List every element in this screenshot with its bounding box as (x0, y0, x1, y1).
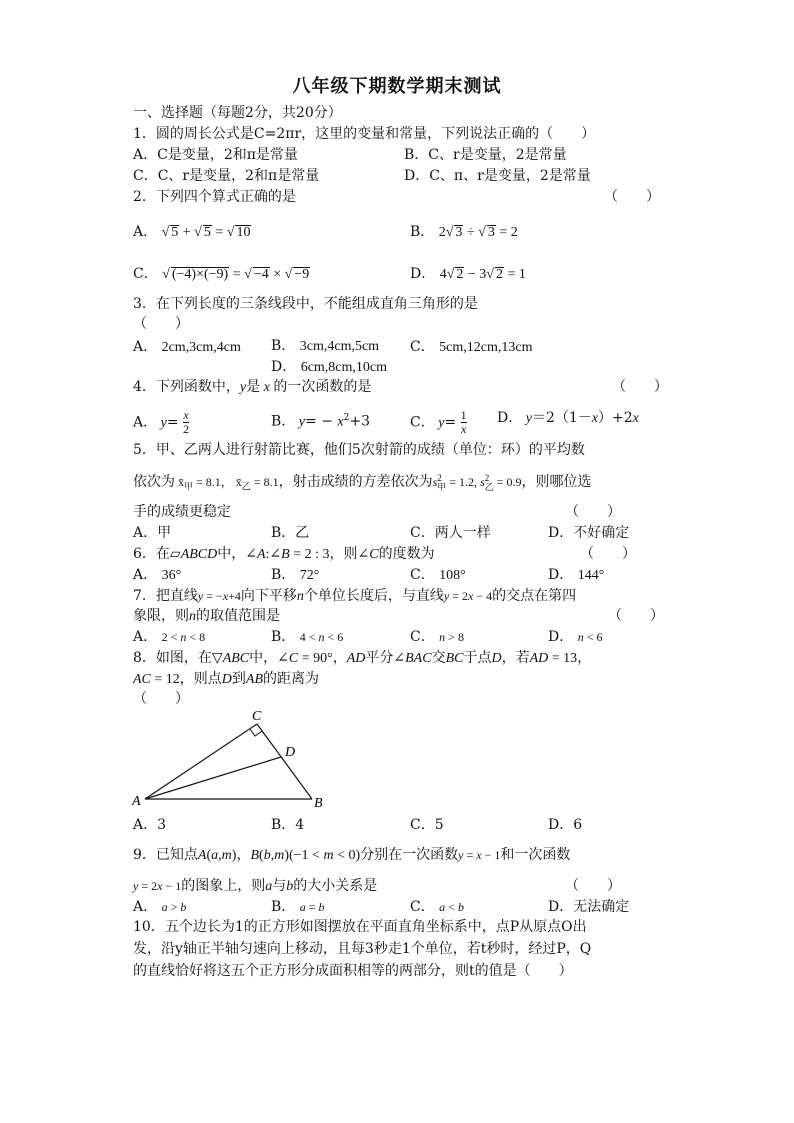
q8-line1-mid2: ， (332, 650, 347, 666)
q7-line1: 7．把直线y = −x+4向下平移n个单位长度后，与直线y = 2x − 4的交点在第四 (133, 588, 577, 604)
q4-option-a[interactable]: A． y= $\frac{x}{2}$ (133, 408, 190, 436)
q3-option-d[interactable]: D． 6cm,8cm,10cm (271, 359, 387, 375)
q7-line2-pre: 象限，则 (133, 608, 189, 624)
q10-line3: 的直线恰好将这五个正方形分成面积相等的两部分，则t的值是（ ） (133, 963, 573, 979)
q3-option-c-text: 5cm,12cm,13cm (439, 340, 533, 355)
q4-stem-mid: 是 (246, 379, 261, 395)
q1-option-c[interactable]: C．C、r是变量，2和π是常量 (133, 168, 320, 184)
q6-answer-paren[interactable]: （ ） (580, 546, 636, 562)
q6-option-a[interactable]: A． 36° (133, 567, 182, 583)
q5-option-d[interactable]: D．不好确定 (548, 525, 630, 541)
q6-stem-mid: 中， (217, 546, 246, 562)
q7-line1-pre: 7．把直线 (133, 588, 198, 604)
q10-line2: 发，沿y轴正半轴匀速向上移动，且每3秒走1个单位，若t秒时，经过P，Q (133, 941, 592, 957)
q1-option-a[interactable]: A．C是变量，2和π是常量 (133, 147, 298, 163)
q8-line2-end: 的距离为 (263, 671, 320, 687)
q9-line1: 9．已知点A(a,m)，B(b,m)(−1 < m < 0)分别在一次函数y = x − 1和一次函数 (133, 847, 571, 863)
q3-answer-paren[interactable]: （ ） (133, 316, 189, 332)
q2-option-c[interactable]: C． √ (−4)×(−9) = √ −4 × √ −9 (133, 266, 310, 282)
q5-line2-mid: ，射击成绩的方差依次为 (278, 474, 433, 490)
q8-triangle-figure (125, 700, 345, 815)
q9-line1-post: 和一次函数 (500, 847, 571, 863)
q5-line1: 5．甲、乙两人进行射箭比赛，他们5次射箭的成绩（单位：环）的平均数 (133, 442, 585, 458)
q2-option-b[interactable]: B． 2√ 3 ÷ √ 3 = 2 (410, 224, 518, 240)
q6-option-d[interactable]: D． 144° (548, 567, 605, 583)
q3-option-b[interactable]: B． 3cm,4cm,5cm (271, 338, 380, 354)
q8-line1-mid6: ，若 (501, 650, 530, 666)
q5-line2: 依次为 $x̄_甲 = 8.1$， $x̄_乙 = 8.1$，射击成绩的方差依次为s 2 甲 = 1.2, s 2 乙 = 0.9，则哪位选 (133, 473, 592, 493)
q8-label-a: A (132, 794, 141, 809)
q9-option-c[interactable]: C． a < b (410, 899, 464, 915)
q8-right-angle-mark (250, 729, 262, 736)
q7-option-d[interactable]: D． n < 6 (548, 629, 603, 645)
q8-option-a[interactable]: A．3 (133, 817, 167, 833)
q8-answer-paren[interactable]: （ ） (133, 691, 189, 707)
q8-option-b[interactable]: B．4 (271, 817, 305, 833)
q3-option-a[interactable]: A． 2cm,3cm,4cm (133, 339, 241, 355)
q8-line2-post: ，则点 (179, 671, 222, 687)
q6-stem-post: 的度数为 (378, 546, 435, 562)
q6-option-c[interactable]: C． 108° (410, 567, 466, 583)
q8-line1: 8．如图，在▽ABC中，∠C = 90°，AD平分∠BAC交BC于点D，若AD = 13， (133, 650, 592, 666)
q9-line2-mid2: 与 (272, 878, 287, 894)
q7-line2: 象限，则n的取值范围是 (133, 608, 280, 624)
q9-option-d[interactable]: D．无法确定 (548, 899, 630, 915)
q4-option-b[interactable]: B． $y= - x^2+3$ (271, 413, 370, 430)
q5-option-b[interactable]: B．乙 (271, 525, 310, 541)
q8-label-d: D (285, 745, 296, 760)
q7-line2-post: 的取值范围是 (196, 608, 280, 624)
q6-stem-pre: 6．在 (133, 546, 170, 562)
q7-option-b[interactable]: B． 4 < n < 6 (271, 629, 344, 645)
q3-option-c[interactable]: C． 5cm,12cm,13cm (410, 339, 533, 355)
q9-line2: y = 2x − 1的图象上，则a与b的大小关系是 (133, 878, 378, 894)
q4-stem-post: 的一次函数的是 (273, 379, 372, 395)
q6-option-d-text: 144° (577, 568, 605, 583)
q1-stem: 1．圆的周长公式是C=2πr，这里的变量和常量，下列说法正确的（ ） (133, 126, 596, 142)
q2-stem: 2．下列四个算式正确的是 (133, 189, 296, 205)
q5-option-a[interactable]: A．甲 (133, 525, 172, 541)
q8-line1-mid4: 交 (431, 650, 446, 666)
q1-option-d[interactable]: D．C、π、r是变量，2是常量 (404, 168, 591, 184)
q7-option-a[interactable]: A． 2 < n < 8 (133, 629, 206, 645)
q7-answer-paren[interactable]: （ ） (608, 608, 664, 624)
q5-option-c[interactable]: C．两人一样 (410, 525, 491, 541)
section-heading: 一、选择题（每题2分，共20分） (133, 105, 342, 121)
q8-option-d[interactable]: D．6 (548, 817, 583, 833)
q8-line1-post: ， (577, 650, 592, 666)
q5-answer-paren[interactable]: （ ） (565, 504, 621, 520)
q5-line2-pre: 依次为 (133, 474, 175, 490)
q6-stem: 6．在▱ABCD中，∠A:∠B = 2 : 3，则∠C的度数为 (133, 546, 435, 562)
q2-answer-paren[interactable]: （ ） (604, 189, 660, 205)
q6-option-c-text: 108° (439, 568, 466, 583)
q3-option-b-text: 3cm,4cm,5cm (299, 339, 380, 354)
q8-label-b: B (314, 796, 323, 811)
q4-option-d[interactable]: D． y＝2（1－x）+2x (497, 410, 639, 426)
q7-option-c[interactable]: C． n > 8 (410, 629, 464, 645)
q3-stem: 3．在下列长度的三条线段中，不能组成直角三角形的是 (133, 296, 478, 312)
q8-option-c[interactable]: C．5 (410, 817, 444, 833)
q9-line1-pre: 9．已知点 (133, 847, 198, 863)
q4-answer-paren[interactable]: （ ） (612, 379, 668, 395)
q8-line1-pre: 8．如图，在 (133, 650, 212, 666)
q10-line1: 10．五个边长为1的正方形如图摆放在平面直角坐标系中，点P从原点O出 (133, 919, 587, 935)
q9-line1-mid: 分别在一次函数 (360, 847, 459, 863)
q6-option-b[interactable]: B． 72° (271, 567, 320, 583)
q9-option-a[interactable]: A． a > b (133, 899, 187, 915)
exam-title: 八年级下期数学期末测试 (292, 76, 502, 97)
q1-option-b[interactable]: B．C、r是变量，2是常量 (404, 147, 567, 163)
q4-stem: 4．下列函数中，y是 x 的一次函数的是 (133, 379, 372, 395)
q6-option-b-text: 72° (299, 568, 320, 583)
q8-line1-mid5: 于点 (463, 650, 492, 666)
q8-side-ac (145, 724, 257, 799)
q3-option-d-text: 6cm,8cm,10cm (300, 360, 387, 375)
q6-option-a-text: 36° (161, 568, 182, 583)
q8-line2-mid: 到 (231, 671, 246, 687)
q6-stem-mid2: ，则 (329, 546, 358, 562)
q9-line2-post: 的大小关系是 (293, 878, 378, 894)
q5-line3: 手的成绩更稳定 (133, 504, 231, 520)
q8-line1-mid3: 平分 (365, 650, 394, 666)
q8-line1-mid: 中， (249, 650, 278, 666)
q9-line2-mid: 的图象上，则 (181, 878, 266, 894)
q4-option-c[interactable]: C． y= $\frac{1}{x}$ (410, 408, 467, 436)
q8-segment-ad (145, 757, 281, 799)
q2-option-a[interactable]: A． √ 5 + √ 5 = √ 10 (133, 224, 251, 240)
q7-line1-mid: 向下平移 (240, 588, 297, 604)
q3-option-a-text: 2cm,3cm,4cm (161, 340, 241, 355)
q2-option-d[interactable]: D． 4√ 2 − 3√ 2 = 1 (410, 266, 526, 282)
q5-line2-post: ，则哪位选 (521, 474, 592, 490)
q7-line1-mid2: 个单位长度后，与直线 (303, 588, 444, 604)
q9-option-b[interactable]: B． a = b (271, 899, 325, 915)
q8-line2: AC = 12，则点D到AB的距离为 (133, 671, 320, 687)
q4-stem-pre: 4．下列函数中， (133, 379, 240, 395)
q9-answer-paren[interactable]: （ ） (565, 878, 621, 894)
q8-label-c: C (252, 709, 262, 724)
q7-line1-post: 的交点在第四 (492, 588, 577, 604)
